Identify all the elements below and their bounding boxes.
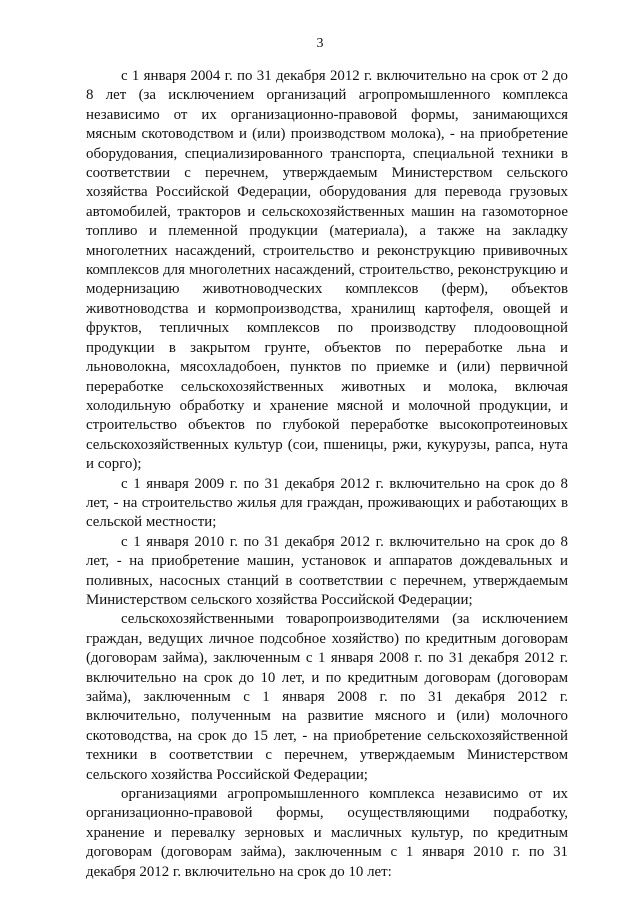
document-body: [86, 67, 568, 882]
paragraph-loans-2010-irrigation: с 1 января 2010 г. по 31 декабря 2012 г. включительно на срок до 8 лет, - на приобретение машин, установок и аппаратов дождевальных и поливных, насосных станций в соответствии с перечнем, утверждаемым Министерством сельского хозяйства Российской Федерации;: [86, 533, 568, 608]
paragraph-agro-organizations-grain: организациями агропромышленного комплекса независимо от их организационно-правовой формы, осуществляющими подработку, хранение и перевалку зерновых и масличных культур, по кредитным договорам (договорам займа), заключенным с 1 января 2010 г. по 31 декабря 2012 г. включительно на срок до 10 лет:: [86, 786, 568, 880]
paragraph-agricultural-producers: сельскохозяйственными товаропроизводителями (за исключением граждан, ведущих личное подсобное хозяйство) по кредитным договорам (договорам займа), заключенным с 1 января 2008 г. по 31 декабря 2012 г. включительно на срок до 10 лет, и по кредитным договорам (договорам займа), заключенным с 1 января 2008 г. по 31 декабря 2012 г. включительно, полученным на развитие мясного и (или) молочного скотоводства, на срок до 15 лет, - на приобретение сельскохозяйственной техники в соответствии с перечнем, утверждаемым Министерством сельского хозяйства Российской Федерации;: [86, 611, 568, 783]
paragraph-loans-2009-housing: с 1 января 2009 г. по 31 декабря 2012 г. включительно на срок до 8 лет, - на строительство жилья для граждан, проживающих и работающих в сельской местности;: [86, 475, 568, 531]
paragraph-loans-2004-equipment: с 1 января 2004 г. по 31 декабря 2012 г. включительно на срок от 2 до 8 лет (за исключением организаций агропромышленного комплекса независимо от их организационно-правовой формы, занимающихся мясным скотоводством и (или) производством молока), - на приобретение оборудования, специализированного транспорта, специальной техники в соответствии с перечнем, утверждаемым Министерством сельского хозяйства Российской Федерации, оборудования для перевода грузовых автомобилей, тракторов и сельскохозяйственных машин на газомоторное топливо и племенной продукции (материала), а также на закладку многолетних насаждений, строительство и реконструкцию прививочных комплексов для многолетних насаждений, строительство, реконструкцию и модернизацию животноводческих комплексов (ферм), объектов животноводства и кормопроизводства, хранилищ картофеля, овощей и фруктов, тепличных комплексов по производству плодоовощной продукции в закрытом грунте, объектов по переработке льна и льноволокна, мясохладобоен, пунктов по приемке и (или) первичной переработке сельскохозяйственных животных и молока, включая холодильную обработку и хранение мясной и молочной продукции, и строительство объектов по глубокой переработке высокопротеиновых сельскохозяйственных культур (сои, пшеницы, ржи, кукурузы, рапса, нута и сорго);: [86, 68, 568, 473]
page-number: 3: [316, 36, 324, 51]
